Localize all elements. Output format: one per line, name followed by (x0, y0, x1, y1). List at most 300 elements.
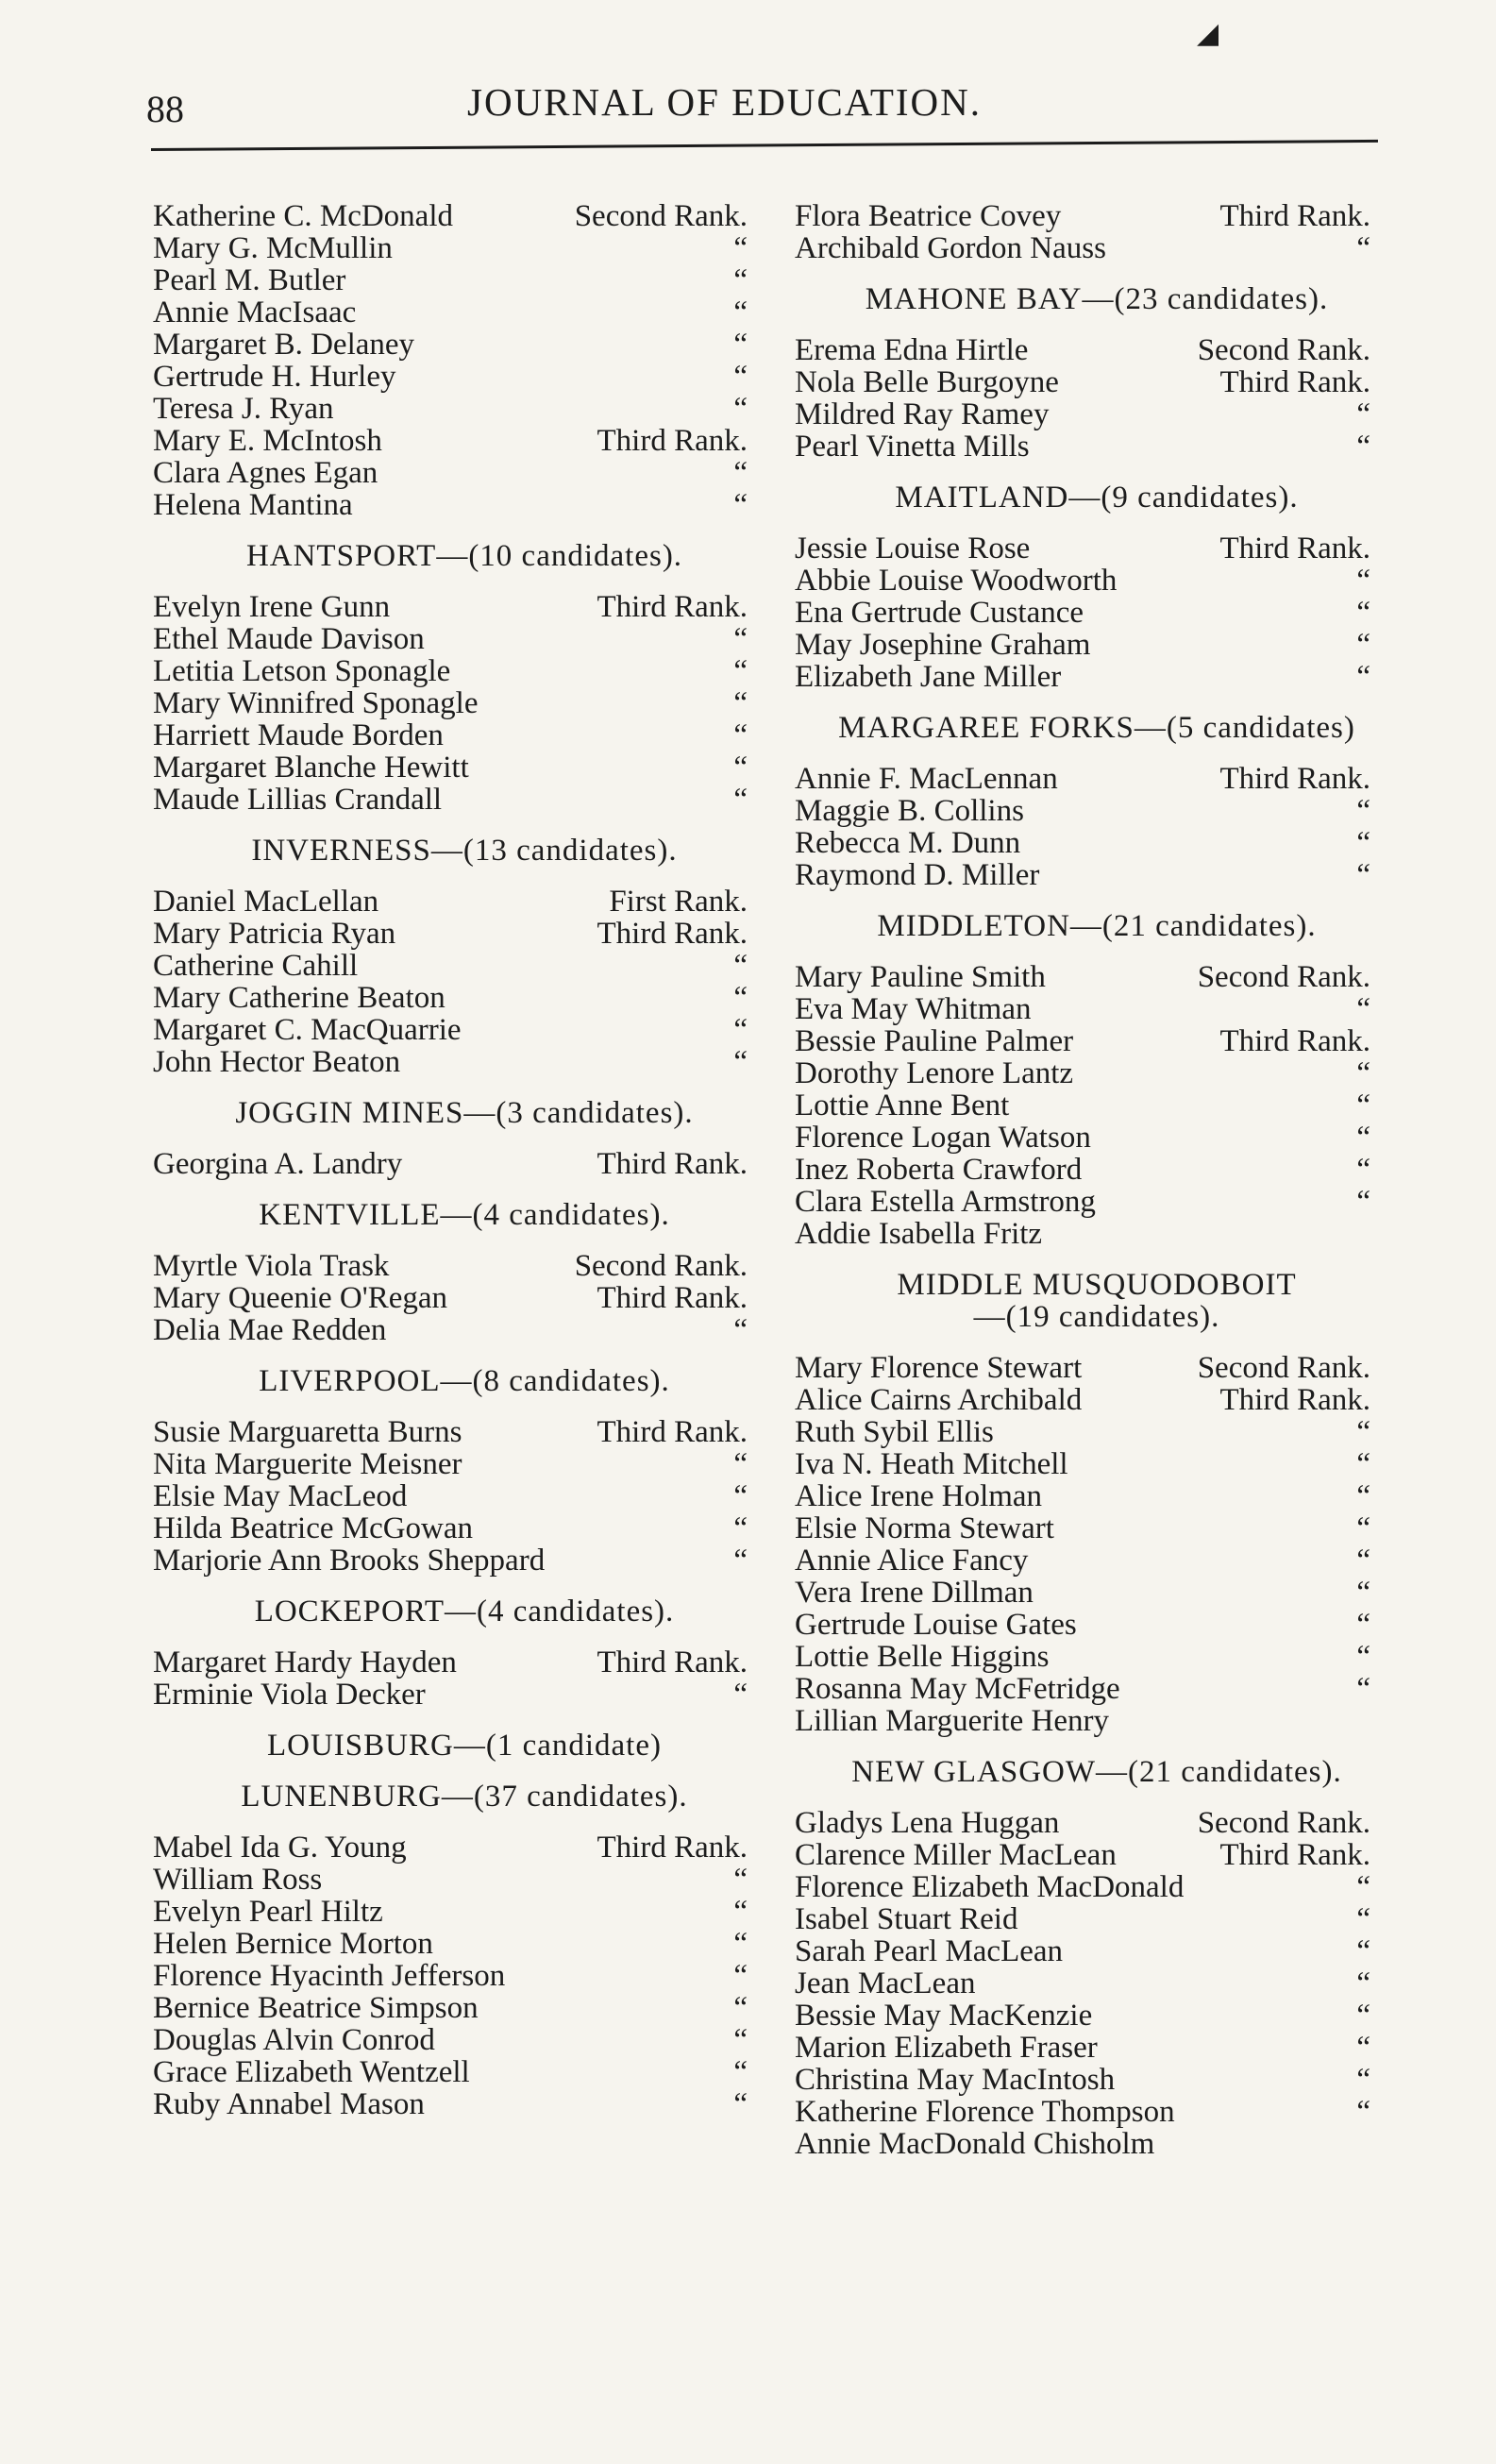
candidate-name: Elsie May MacLeod (153, 1479, 408, 1513)
candidate-name: Ethel Maude Davison (153, 622, 425, 656)
candidate-name: Lottie Belle Higgins (795, 1640, 1050, 1674)
candidate-rank (1370, 1705, 1399, 1737)
candidate-row (795, 795, 1399, 827)
candidate-row (795, 1416, 1399, 1448)
candidate-row (153, 1448, 776, 1480)
candidate-rank: Third Rank. (1219, 1383, 1370, 1417)
candidate-row (795, 993, 1399, 1025)
candidate-rank: “ (733, 981, 748, 1015)
ink-mark: ◢ (1197, 18, 1219, 49)
candidate-rank: “ (1356, 1672, 1370, 1706)
candidate-row (153, 296, 776, 329)
candidate-rank: Third Rank. (597, 1281, 748, 1315)
candidate-rank: Third Rank. (1219, 532, 1370, 565)
candidate-row (795, 565, 1399, 597)
candidate-row (795, 1218, 1399, 1250)
section-heading-text: LUNENBURG—(37 candidates). (241, 1780, 688, 1814)
candidate-name: Margaret Blanche Hewitt (153, 751, 469, 785)
candidate-rank: “ (1356, 2095, 1370, 2129)
candidate-name: Dorothy Lenore Lantz (795, 1056, 1074, 1090)
candidate-rank: Third Rank. (597, 424, 748, 458)
page-number: 88 (146, 88, 184, 130)
candidate-rank: Second Rank. (574, 199, 748, 233)
candidate-rank: “ (1356, 1447, 1370, 1481)
candidate-row (153, 2024, 776, 2056)
candidate-row (795, 1871, 1399, 1903)
candidate-rank: “ (1356, 1153, 1370, 1187)
candidate-rank: Third Rank. (1219, 1024, 1370, 1058)
candidate-name: Elsie Norma Stewart (795, 1511, 1054, 1545)
candidate-row (795, 859, 1399, 891)
candidate-rank: “ (733, 751, 748, 785)
candidate-rank: “ (733, 1959, 748, 1993)
candidate-row (153, 1896, 776, 1928)
candidate-name: Helena Mantina (153, 488, 353, 522)
candidate-rank: “ (1356, 660, 1370, 694)
candidate-rank: Third Rank. (1219, 1838, 1370, 1872)
candidate-rank: “ (733, 1863, 748, 1897)
candidate-row (153, 329, 776, 361)
candidate-rank: “ (1356, 1608, 1370, 1642)
candidate-name: Gertrude H. Hurley (153, 360, 396, 394)
candidate-rank: “ (733, 686, 748, 720)
candidate-row (153, 950, 776, 982)
candidate-name: Gladys Lena Huggan (795, 1806, 1060, 1840)
section-heading (153, 1730, 776, 1762)
candidate-name: Margaret C. MacQuarrie (153, 1013, 462, 1047)
candidate-row (153, 751, 776, 784)
candidate-rank: “ (1356, 1185, 1370, 1219)
candidate-rank: “ (1356, 430, 1370, 464)
candidate-row (795, 1480, 1399, 1512)
candidate-name: Rosanna May McFetridge (795, 1672, 1120, 1706)
candidate-row (153, 687, 776, 719)
candidate-rank: “ (733, 949, 748, 983)
candidate-name: Abbie Louise Woodworth (795, 564, 1118, 598)
candidate-rank: “ (1356, 1511, 1370, 1545)
candidate-name: Jean MacLean (795, 1966, 976, 2000)
candidate-rank: “ (733, 1045, 748, 1079)
candidate-name: Katherine Florence Thompson (795, 2095, 1175, 2129)
candidate-row (795, 1089, 1399, 1122)
candidate-row (795, 661, 1399, 693)
section-heading (153, 835, 776, 867)
candidate-name: Florence Elizabeth MacDonald (795, 1870, 1185, 1904)
candidate-row (153, 1314, 776, 1346)
candidate-rank: “ (1356, 1576, 1370, 1610)
candidate-row (153, 719, 776, 751)
candidate-row (153, 886, 776, 918)
candidate-row (795, 532, 1399, 565)
candidate-row (153, 1928, 776, 1960)
candidate-row (153, 393, 776, 425)
candidate-row (795, 1673, 1399, 1705)
candidate-name: Bessie May MacKenzie (795, 1999, 1093, 2033)
candidate-rank (1370, 2128, 1399, 2160)
candidate-rank: “ (733, 1313, 748, 1347)
candidate-name: Florence Hyacinth Jefferson (153, 1959, 506, 1993)
section-heading (795, 1269, 1399, 1333)
candidate-rank: “ (733, 2023, 748, 2057)
candidate-name: Ena Gertrude Custance (795, 596, 1084, 630)
candidate-name: Douglas Alvin Conrod (153, 2023, 435, 2057)
candidate-row (795, 1352, 1399, 1384)
candidate-name: Delia Mae Redden (153, 1313, 387, 1347)
candidate-name: Annie F. MacLennan (795, 762, 1058, 796)
candidate-rank: “ (733, 1447, 748, 1481)
candidate-name: Florence Logan Watson (795, 1121, 1091, 1155)
candidate-row (153, 2088, 776, 2120)
candidate-rank: “ (733, 231, 748, 265)
candidate-row (795, 629, 1399, 661)
candidate-row (795, 1186, 1399, 1218)
section-heading-text: INVERNESS—(13 candidates). (251, 834, 678, 868)
candidate-rank: “ (733, 1895, 748, 1929)
candidate-name: Maggie B. Collins (795, 794, 1024, 828)
candidate-name: Archibald Gordon Nauss (795, 231, 1106, 265)
candidate-rank: Second Rank. (1197, 333, 1370, 367)
right-column (795, 200, 1399, 2160)
candidate-rank: “ (1356, 1056, 1370, 1090)
candidate-name: Margaret B. Delaney (153, 328, 415, 362)
candidate-rank: Second Rank. (574, 1249, 748, 1283)
candidate-name: Erema Edna Hirtle (795, 333, 1029, 367)
candidate-name: Margaret Hardy Hayden (153, 1645, 457, 1679)
candidate-row (795, 961, 1399, 993)
candidate-row (795, 1641, 1399, 1673)
section-heading-text: MAITLAND—(9 candidates). (895, 481, 1299, 515)
candidate-name: Grace Elizabeth Wentzell (153, 2055, 470, 2089)
candidate-rank: “ (1356, 1544, 1370, 1578)
candidate-name: Pearl M. Butler (153, 263, 346, 297)
candidate-row (153, 918, 776, 950)
candidate-name: Mary Pauline Smith (795, 960, 1046, 994)
candidate-name: Gertrude Louise Gates (795, 1608, 1077, 1642)
candidate-rank: “ (733, 1678, 748, 1712)
candidate-name: Daniel MacLellan (153, 885, 379, 919)
candidate-rank: “ (1356, 826, 1370, 860)
candidate-name: Mary Winnifred Sponagle (153, 686, 479, 720)
candidate-rank: “ (1356, 1415, 1370, 1449)
candidate-rank: “ (1356, 2063, 1370, 2097)
candidate-row (795, 366, 1399, 398)
candidate-row (153, 1864, 776, 1896)
candidate-name: Flora Beatrice Covey (795, 199, 1062, 233)
header-rule (151, 140, 1378, 151)
candidate-name: Ruth Sybil Ellis (795, 1415, 994, 1449)
candidate-rank: “ (1356, 1934, 1370, 1968)
candidate-row (795, 2064, 1399, 2096)
candidate-name: Eva May Whitman (795, 992, 1032, 1026)
candidate-rank: “ (733, 392, 748, 426)
candidate-rank: “ (1356, 2031, 1370, 2065)
candidate-row (795, 1025, 1399, 1057)
journal-title: JOURNAL OF EDUCATION. (467, 80, 983, 124)
section-heading (153, 1199, 776, 1231)
candidate-row (153, 1960, 776, 1992)
candidate-name: Erminie Viola Decker (153, 1678, 426, 1712)
candidate-row (153, 1831, 776, 1864)
candidate-name: Alice Cairns Archibald (795, 1383, 1083, 1417)
candidate-name: Helen Bernice Morton (153, 1927, 433, 1961)
candidate-rank: “ (1356, 397, 1370, 431)
candidate-name: Clara Estella Armstrong (795, 1185, 1096, 1219)
candidate-rank: “ (1356, 794, 1370, 828)
candidate-row (795, 1705, 1399, 1737)
candidate-rank: Third Rank. (597, 917, 748, 951)
candidate-row (153, 1416, 776, 1448)
candidate-rank: “ (1356, 992, 1370, 1026)
candidate-name: Evelyn Irene Gunn (153, 590, 391, 624)
candidate-name: Rebecca M. Dunn (795, 826, 1021, 860)
candidate-name: Katherine C. McDonald (153, 199, 453, 233)
candidate-row (153, 623, 776, 655)
candidate-row (153, 2056, 776, 2088)
candidate-name: Lillian Marguerite Henry (795, 1704, 1109, 1738)
candidate-rank: Third Rank. (597, 1831, 748, 1865)
candidate-rank: Third Rank. (1219, 762, 1370, 796)
candidate-name: Evelyn Pearl Hiltz (153, 1895, 383, 1929)
candidate-rank: “ (733, 2087, 748, 2121)
candidate-row (153, 1282, 776, 1314)
candidate-rank: “ (733, 1479, 748, 1513)
candidate-name: Mary Queenie O'Regan (153, 1281, 448, 1315)
candidate-rank: “ (1356, 1640, 1370, 1674)
candidate-row (795, 1609, 1399, 1641)
candidate-rank: “ (733, 1927, 748, 1961)
candidate-name: Harriett Maude Borden (153, 718, 444, 752)
candidate-name: Mary Florence Stewart (795, 1351, 1083, 1385)
section-heading (153, 540, 776, 572)
candidate-row (153, 264, 776, 296)
section-heading-text: KENTVILLE—(4 candidates). (259, 1198, 670, 1232)
candidate-name: Nita Marguerite Meisner (153, 1447, 462, 1481)
candidate-row (795, 1807, 1399, 1839)
candidate-name: Marjorie Ann Brooks Sheppard (153, 1544, 546, 1578)
candidate-name: Raymond D. Miller (795, 858, 1040, 892)
section-heading-text: HANTSPORT—(10 candidates). (245, 539, 683, 573)
candidate-row (153, 1046, 776, 1078)
candidate-row (795, 430, 1399, 463)
section-heading-text: MARGAREE FORKS—(5 candidates) (838, 711, 1355, 745)
left-column (153, 200, 776, 2120)
candidate-rank: “ (1356, 1999, 1370, 2033)
candidate-name: Teresa J. Ryan (153, 392, 334, 426)
candidate-name: Mary G. McMullin (153, 231, 393, 265)
candidate-name: Elizabeth Jane Miller (795, 660, 1062, 694)
candidate-row (153, 361, 776, 393)
candidate-name: Marion Elizabeth Fraser (795, 2031, 1098, 2065)
candidate-rank: “ (1356, 231, 1370, 265)
candidate-row (153, 1148, 776, 1180)
candidate-name: Georgina A. Landry (153, 1147, 403, 1181)
candidate-name: Iva N. Heath Mitchell (795, 1447, 1068, 1481)
candidate-row (153, 1544, 776, 1577)
candidate-row (153, 1250, 776, 1282)
candidate-rank: Third Rank. (1219, 199, 1370, 233)
candidate-rank: Third Rank. (1219, 365, 1370, 399)
section-heading (153, 1097, 776, 1129)
candidate-row (153, 591, 776, 623)
candidate-name: Sarah Pearl MacLean (795, 1934, 1064, 1968)
section-heading-subtext: —(19 candidates). (973, 1300, 1220, 1334)
candidate-row (153, 425, 776, 457)
candidate-rank: Third Rank. (597, 1147, 748, 1181)
candidate-rank: “ (1356, 628, 1370, 662)
candidate-rank: First Rank. (609, 885, 748, 919)
candidate-rank: “ (733, 783, 748, 817)
candidate-name: Christina May MacIntosh (795, 2063, 1116, 2097)
candidate-row (795, 763, 1399, 795)
section-heading-text: MIDDLE MUSQUODOBOIT (897, 1268, 1297, 1302)
section-heading-text: MIDDLETON—(21 candidates). (877, 909, 1317, 943)
candidate-row (795, 2000, 1399, 2032)
candidate-rank: “ (1356, 1902, 1370, 1936)
candidate-rank: “ (1356, 1121, 1370, 1155)
candidate-row (795, 1122, 1399, 1154)
candidate-row (153, 1679, 776, 1711)
candidate-row (153, 655, 776, 687)
candidate-row (153, 1512, 776, 1544)
section-heading (795, 481, 1399, 514)
candidate-name: Letitia Letson Sponagle (153, 654, 451, 688)
candidate-row (795, 1448, 1399, 1480)
candidate-row (795, 1154, 1399, 1186)
candidate-rank: “ (733, 263, 748, 297)
candidate-name: Annie MacDonald Chisholm (795, 2127, 1155, 2161)
section-heading-text: LOCKEPORT—(4 candidates). (254, 1595, 675, 1629)
candidate-row (153, 1646, 776, 1679)
section-heading (153, 1365, 776, 1397)
candidate-row (153, 982, 776, 1014)
candidate-rank: “ (1356, 858, 1370, 892)
section-heading (795, 910, 1399, 942)
section-heading (153, 1595, 776, 1628)
section-heading (153, 1780, 776, 1813)
section-heading (795, 283, 1399, 315)
candidate-rank: Second Rank. (1197, 1351, 1370, 1385)
candidate-rank: “ (1356, 1089, 1370, 1122)
section-heading-text: NEW GLASGOW—(21 candidates). (851, 1755, 1342, 1789)
candidate-rank: “ (733, 360, 748, 394)
candidate-rank: “ (1356, 564, 1370, 598)
candidate-row (795, 398, 1399, 430)
candidate-name: Clarence Miller MacLean (795, 1838, 1117, 1872)
candidate-rank: Third Rank. (597, 1645, 748, 1679)
section-heading (795, 1756, 1399, 1788)
candidate-name: Mabel Ida G. Young (153, 1831, 407, 1865)
candidate-rank: “ (733, 295, 748, 329)
candidate-row (153, 232, 776, 264)
candidate-rank: “ (733, 488, 748, 522)
candidate-rank: “ (733, 718, 748, 752)
candidate-row (153, 489, 776, 521)
candidate-row (795, 2096, 1399, 2128)
candidate-row (795, 1577, 1399, 1609)
candidate-name: Ruby Annabel Mason (153, 2087, 425, 2121)
candidate-rank: “ (733, 1544, 748, 1578)
candidate-rank: “ (1356, 1870, 1370, 1904)
candidate-name: Isabel Stuart Reid (795, 1902, 1018, 1936)
candidate-rank: “ (1356, 596, 1370, 630)
section-heading-text: LIVERPOOL—(8 candidates). (259, 1364, 670, 1398)
candidate-row (795, 597, 1399, 629)
candidate-row (153, 457, 776, 489)
candidate-row (795, 334, 1399, 366)
candidate-name: Maude Lillias Crandall (153, 783, 443, 817)
candidate-rank: “ (733, 1511, 748, 1545)
candidate-rank: Second Rank. (1197, 960, 1370, 994)
candidate-rank: “ (733, 456, 748, 490)
section-heading (795, 712, 1399, 744)
candidate-row (153, 1014, 776, 1046)
candidate-name: Hilda Beatrice McGowan (153, 1511, 474, 1545)
candidate-name: Mary Catherine Beaton (153, 981, 445, 1015)
candidate-name: Mary Patricia Ryan (153, 917, 396, 951)
candidate-name: Mary E. McIntosh (153, 424, 382, 458)
candidate-row (795, 232, 1399, 264)
candidate-name: Catherine Cahill (153, 949, 359, 983)
candidate-rank: “ (733, 654, 748, 688)
candidate-row (795, 827, 1399, 859)
section-heading-text: JOGGIN MINES—(3 candidates). (235, 1096, 694, 1130)
candidate-row (795, 1839, 1399, 1871)
candidate-name: Jessie Louise Rose (795, 532, 1031, 565)
candidate-row (795, 1903, 1399, 1935)
candidate-rank: “ (733, 328, 748, 362)
section-heading-text: MAHONE BAY—(23 candidates). (865, 282, 1329, 316)
candidate-row (795, 2032, 1399, 2064)
candidate-rank: “ (733, 622, 748, 656)
section-heading-text: LOUISBURG—(1 candidate) (266, 1729, 662, 1763)
candidate-row (795, 200, 1399, 232)
candidate-name: Addie Isabella Fritz (795, 1217, 1043, 1251)
candidate-name: Myrtle Viola Trask (153, 1249, 390, 1283)
candidate-rank: “ (1356, 1966, 1370, 2000)
candidate-name: John Hector Beaton (153, 1045, 401, 1079)
candidate-row (795, 1512, 1399, 1544)
candidate-row (153, 1992, 776, 2024)
candidate-name: Alice Irene Holman (795, 1479, 1043, 1513)
candidate-row (153, 200, 776, 232)
candidate-name: Lottie Anne Bent (795, 1089, 1010, 1122)
candidate-name: Susie Marguaretta Burns (153, 1415, 462, 1449)
candidate-row (153, 1480, 776, 1512)
candidate-name: Vera Irene Dillman (795, 1576, 1034, 1610)
candidate-name: Bessie Pauline Palmer (795, 1024, 1074, 1058)
candidate-row (795, 1935, 1399, 1967)
candidate-name: Bernice Beatrice Simpson (153, 1991, 479, 2025)
candidate-rank (1370, 1218, 1399, 1250)
candidate-name: William Ross (153, 1863, 323, 1897)
candidate-rank: “ (733, 2055, 748, 2089)
candidate-rank: Second Rank. (1197, 1806, 1370, 1840)
candidate-row (153, 784, 776, 816)
candidate-row (795, 1967, 1399, 2000)
candidate-rank: “ (1356, 1479, 1370, 1513)
candidate-name: Annie MacIsaac (153, 295, 357, 329)
candidate-name: Pearl Vinetta Mills (795, 430, 1030, 464)
candidate-rank: “ (733, 1013, 748, 1047)
candidate-name: Annie Alice Fancy (795, 1544, 1029, 1578)
candidate-name: Nola Belle Burgoyne (795, 365, 1059, 399)
candidate-rank: “ (733, 1991, 748, 2025)
candidate-row (795, 1057, 1399, 1089)
candidate-row (795, 2128, 1399, 2160)
candidate-rank: Third Rank. (597, 590, 748, 624)
candidate-row (795, 1544, 1399, 1577)
candidate-rank: Third Rank. (597, 1415, 748, 1449)
